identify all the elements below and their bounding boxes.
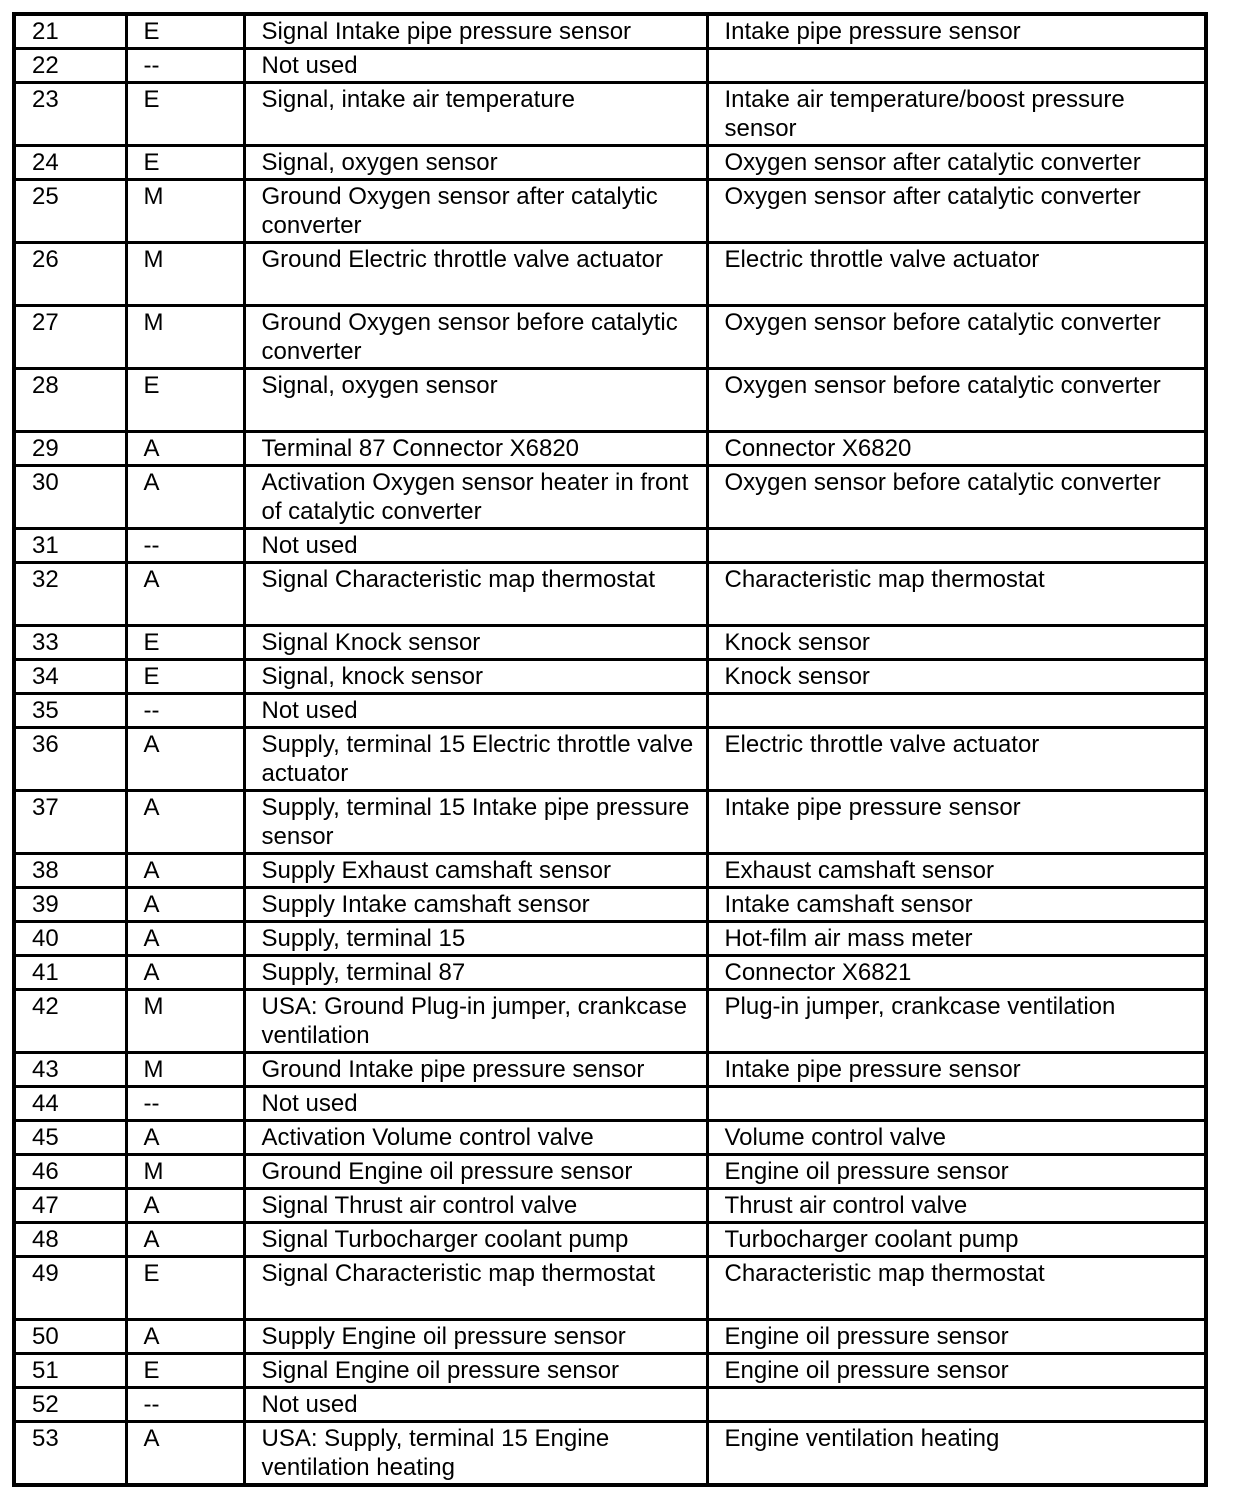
description-cell: Signal Turbocharger coolant pump (244, 1223, 707, 1257)
table-row (14, 956, 1206, 990)
pin-number-cell: 36 (14, 728, 126, 791)
pin-number-cell: 25 (14, 180, 126, 243)
description-cell: Not used (244, 1388, 707, 1422)
pin-number-cell: 52 (14, 1388, 126, 1422)
component-cell: Electric throttle valve actuator (707, 728, 1206, 791)
pin-number-cell: 53 (14, 1422, 126, 1486)
pin-number-cell: 46 (14, 1155, 126, 1189)
description-cell: Supply, terminal 15 Intake pipe pressure sensor (244, 791, 707, 854)
component-cell: Turbocharger coolant pump (707, 1223, 1206, 1257)
pin-number-cell: 50 (14, 1320, 126, 1354)
pin-number-cell: 49 (14, 1257, 126, 1320)
signal-type-cell: A (126, 466, 244, 529)
table-row (14, 791, 1206, 854)
description-cell: Supply, terminal 15 Electric throttle valve actuator (244, 728, 707, 791)
table-row (14, 1189, 1206, 1223)
description-cell: Signal, oxygen sensor (244, 146, 707, 180)
table-row (14, 1422, 1206, 1486)
table-row (14, 243, 1206, 306)
table-row (14, 1087, 1206, 1121)
component-cell: Characteristic map thermostat (707, 563, 1206, 626)
description-cell: Signal Engine oil pressure sensor (244, 1354, 707, 1388)
table-row (14, 369, 1206, 432)
pin-number-cell: 37 (14, 791, 126, 854)
description-cell: USA: Supply, terminal 15 Engine ventilation heating (244, 1422, 707, 1486)
pin-number-cell: 39 (14, 888, 126, 922)
description-cell: Ground Engine oil pressure sensor (244, 1155, 707, 1189)
table-row (14, 1223, 1206, 1257)
description-cell: Not used (244, 529, 707, 563)
description-cell: Signal Characteristic map thermostat (244, 1257, 707, 1320)
component-cell (707, 694, 1206, 728)
signal-type-cell: A (126, 1189, 244, 1223)
component-cell (707, 1388, 1206, 1422)
description-cell: Ground Oxygen sensor before catalytic converter (244, 306, 707, 369)
description-cell: USA: Ground Plug-in jumper, crankcase ventilation (244, 990, 707, 1053)
table-row (14, 49, 1206, 83)
signal-type-cell: A (126, 922, 244, 956)
table-row (14, 1257, 1206, 1320)
pin-number-cell: 32 (14, 563, 126, 626)
pin-number-cell: 30 (14, 466, 126, 529)
pin-number-cell: 31 (14, 529, 126, 563)
signal-type-cell: -- (126, 49, 244, 83)
signal-type-cell: A (126, 432, 244, 466)
component-cell: Intake pipe pressure sensor (707, 1053, 1206, 1087)
pin-number-cell: 26 (14, 243, 126, 306)
component-cell (707, 49, 1206, 83)
pin-number-cell: 28 (14, 369, 126, 432)
pin-number-cell: 47 (14, 1189, 126, 1223)
signal-type-cell: -- (126, 1388, 244, 1422)
component-cell: Intake air temperature/boost pressure sensor (707, 83, 1206, 146)
description-cell: Supply Exhaust camshaft sensor (244, 854, 707, 888)
component-cell: Oxygen sensor before catalytic converter (707, 466, 1206, 529)
description-cell: Supply, terminal 87 (244, 956, 707, 990)
signal-type-cell: E (126, 626, 244, 660)
component-cell (707, 529, 1206, 563)
pin-number-cell: 41 (14, 956, 126, 990)
component-cell: Intake pipe pressure sensor (707, 14, 1206, 49)
signal-type-cell: -- (126, 529, 244, 563)
description-cell: Signal Characteristic map thermostat (244, 563, 707, 626)
signal-type-cell: E (126, 660, 244, 694)
pin-number-cell: 48 (14, 1223, 126, 1257)
table-row (14, 432, 1206, 466)
pin-number-cell: 24 (14, 146, 126, 180)
signal-type-cell: -- (126, 694, 244, 728)
table-row (14, 922, 1206, 956)
pin-number-cell: 22 (14, 49, 126, 83)
pin-number-cell: 33 (14, 626, 126, 660)
component-cell: Electric throttle valve actuator (707, 243, 1206, 306)
description-cell: Signal, intake air temperature (244, 83, 707, 146)
table-row (14, 728, 1206, 791)
pin-number-cell: 44 (14, 1087, 126, 1121)
component-cell: Engine oil pressure sensor (707, 1155, 1206, 1189)
signal-type-cell: E (126, 146, 244, 180)
pin-number-cell: 34 (14, 660, 126, 694)
table-row (14, 888, 1206, 922)
description-cell: Activation Volume control valve (244, 1121, 707, 1155)
component-cell: Engine ventilation heating (707, 1422, 1206, 1486)
table-row (14, 1354, 1206, 1388)
signal-type-cell: A (126, 563, 244, 626)
signal-type-cell: E (126, 1354, 244, 1388)
table-row (14, 626, 1206, 660)
signal-type-cell: E (126, 14, 244, 49)
component-cell: Oxygen sensor after catalytic converter (707, 180, 1206, 243)
description-cell: Not used (244, 1087, 707, 1121)
description-cell: Not used (244, 694, 707, 728)
signal-type-cell: M (126, 180, 244, 243)
table-row (14, 1388, 1206, 1422)
component-cell (707, 1087, 1206, 1121)
component-cell: Hot-film air mass meter (707, 922, 1206, 956)
description-cell: Ground Electric throttle valve actuator (244, 243, 707, 306)
signal-type-cell: A (126, 1121, 244, 1155)
component-cell: Oxygen sensor before catalytic converter (707, 306, 1206, 369)
description-cell: Signal, knock sensor (244, 660, 707, 694)
signal-type-cell: M (126, 1155, 244, 1189)
description-cell: Ground Oxygen sensor after catalytic converter (244, 180, 707, 243)
signal-type-cell: -- (126, 1087, 244, 1121)
component-cell: Engine oil pressure sensor (707, 1320, 1206, 1354)
table-row (14, 146, 1206, 180)
component-cell: Exhaust camshaft sensor (707, 854, 1206, 888)
component-cell: Plug-in jumper, crankcase ventilation (707, 990, 1206, 1053)
signal-type-cell: M (126, 243, 244, 306)
table-row (14, 1320, 1206, 1354)
signal-type-cell: M (126, 306, 244, 369)
signal-type-cell: M (126, 1053, 244, 1087)
pin-number-cell: 27 (14, 306, 126, 369)
table-row (14, 563, 1206, 626)
description-cell: Supply, terminal 15 (244, 922, 707, 956)
description-cell: Activation Oxygen sensor heater in front of catalytic converter (244, 466, 707, 529)
component-cell: Intake pipe pressure sensor (707, 791, 1206, 854)
signal-type-cell: A (126, 1320, 244, 1354)
table-row (14, 694, 1206, 728)
table-row (14, 1053, 1206, 1087)
pin-assignment-table (12, 12, 1208, 1487)
table-row (14, 1155, 1206, 1189)
pin-table-body (14, 14, 1206, 1485)
table-row (14, 306, 1206, 369)
table-row (14, 466, 1206, 529)
signal-type-cell: A (126, 854, 244, 888)
signal-type-cell: M (126, 990, 244, 1053)
component-cell: Connector X6820 (707, 432, 1206, 466)
description-cell: Not used (244, 49, 707, 83)
signal-type-cell: A (126, 888, 244, 922)
table-row (14, 83, 1206, 146)
description-cell: Signal Knock sensor (244, 626, 707, 660)
pin-number-cell: 29 (14, 432, 126, 466)
component-cell: Oxygen sensor before catalytic converter (707, 369, 1206, 432)
signal-type-cell: A (126, 791, 244, 854)
component-cell: Characteristic map thermostat (707, 1257, 1206, 1320)
signal-type-cell: A (126, 1223, 244, 1257)
pin-number-cell: 38 (14, 854, 126, 888)
table-row (14, 529, 1206, 563)
description-cell: Ground Intake pipe pressure sensor (244, 1053, 707, 1087)
signal-type-cell: A (126, 1422, 244, 1486)
signal-type-cell: E (126, 369, 244, 432)
component-cell: Knock sensor (707, 626, 1206, 660)
description-cell: Supply Intake camshaft sensor (244, 888, 707, 922)
component-cell: Knock sensor (707, 660, 1206, 694)
table-row (14, 14, 1206, 49)
pin-number-cell: 23 (14, 83, 126, 146)
table-row (14, 1121, 1206, 1155)
component-cell: Volume control valve (707, 1121, 1206, 1155)
table-row (14, 990, 1206, 1053)
description-cell: Supply Engine oil pressure sensor (244, 1320, 707, 1354)
pin-number-cell: 35 (14, 694, 126, 728)
component-cell: Thrust air control valve (707, 1189, 1206, 1223)
component-cell: Oxygen sensor after catalytic converter (707, 146, 1206, 180)
pin-number-cell: 43 (14, 1053, 126, 1087)
description-cell: Terminal 87 Connector X6820 (244, 432, 707, 466)
signal-type-cell: E (126, 1257, 244, 1320)
description-cell: Signal Thrust air control valve (244, 1189, 707, 1223)
description-cell: Signal Intake pipe pressure sensor (244, 14, 707, 49)
pin-number-cell: 40 (14, 922, 126, 956)
table-row (14, 854, 1206, 888)
signal-type-cell: A (126, 956, 244, 990)
pin-number-cell: 45 (14, 1121, 126, 1155)
pin-number-cell: 21 (14, 14, 126, 49)
description-cell: Signal, oxygen sensor (244, 369, 707, 432)
component-cell: Connector X6821 (707, 956, 1206, 990)
signal-type-cell: E (126, 83, 244, 146)
component-cell: Intake camshaft sensor (707, 888, 1206, 922)
table-row (14, 660, 1206, 694)
table-row (14, 180, 1206, 243)
signal-type-cell: A (126, 728, 244, 791)
component-cell: Engine oil pressure sensor (707, 1354, 1206, 1388)
pin-number-cell: 42 (14, 990, 126, 1053)
pin-number-cell: 51 (14, 1354, 126, 1388)
